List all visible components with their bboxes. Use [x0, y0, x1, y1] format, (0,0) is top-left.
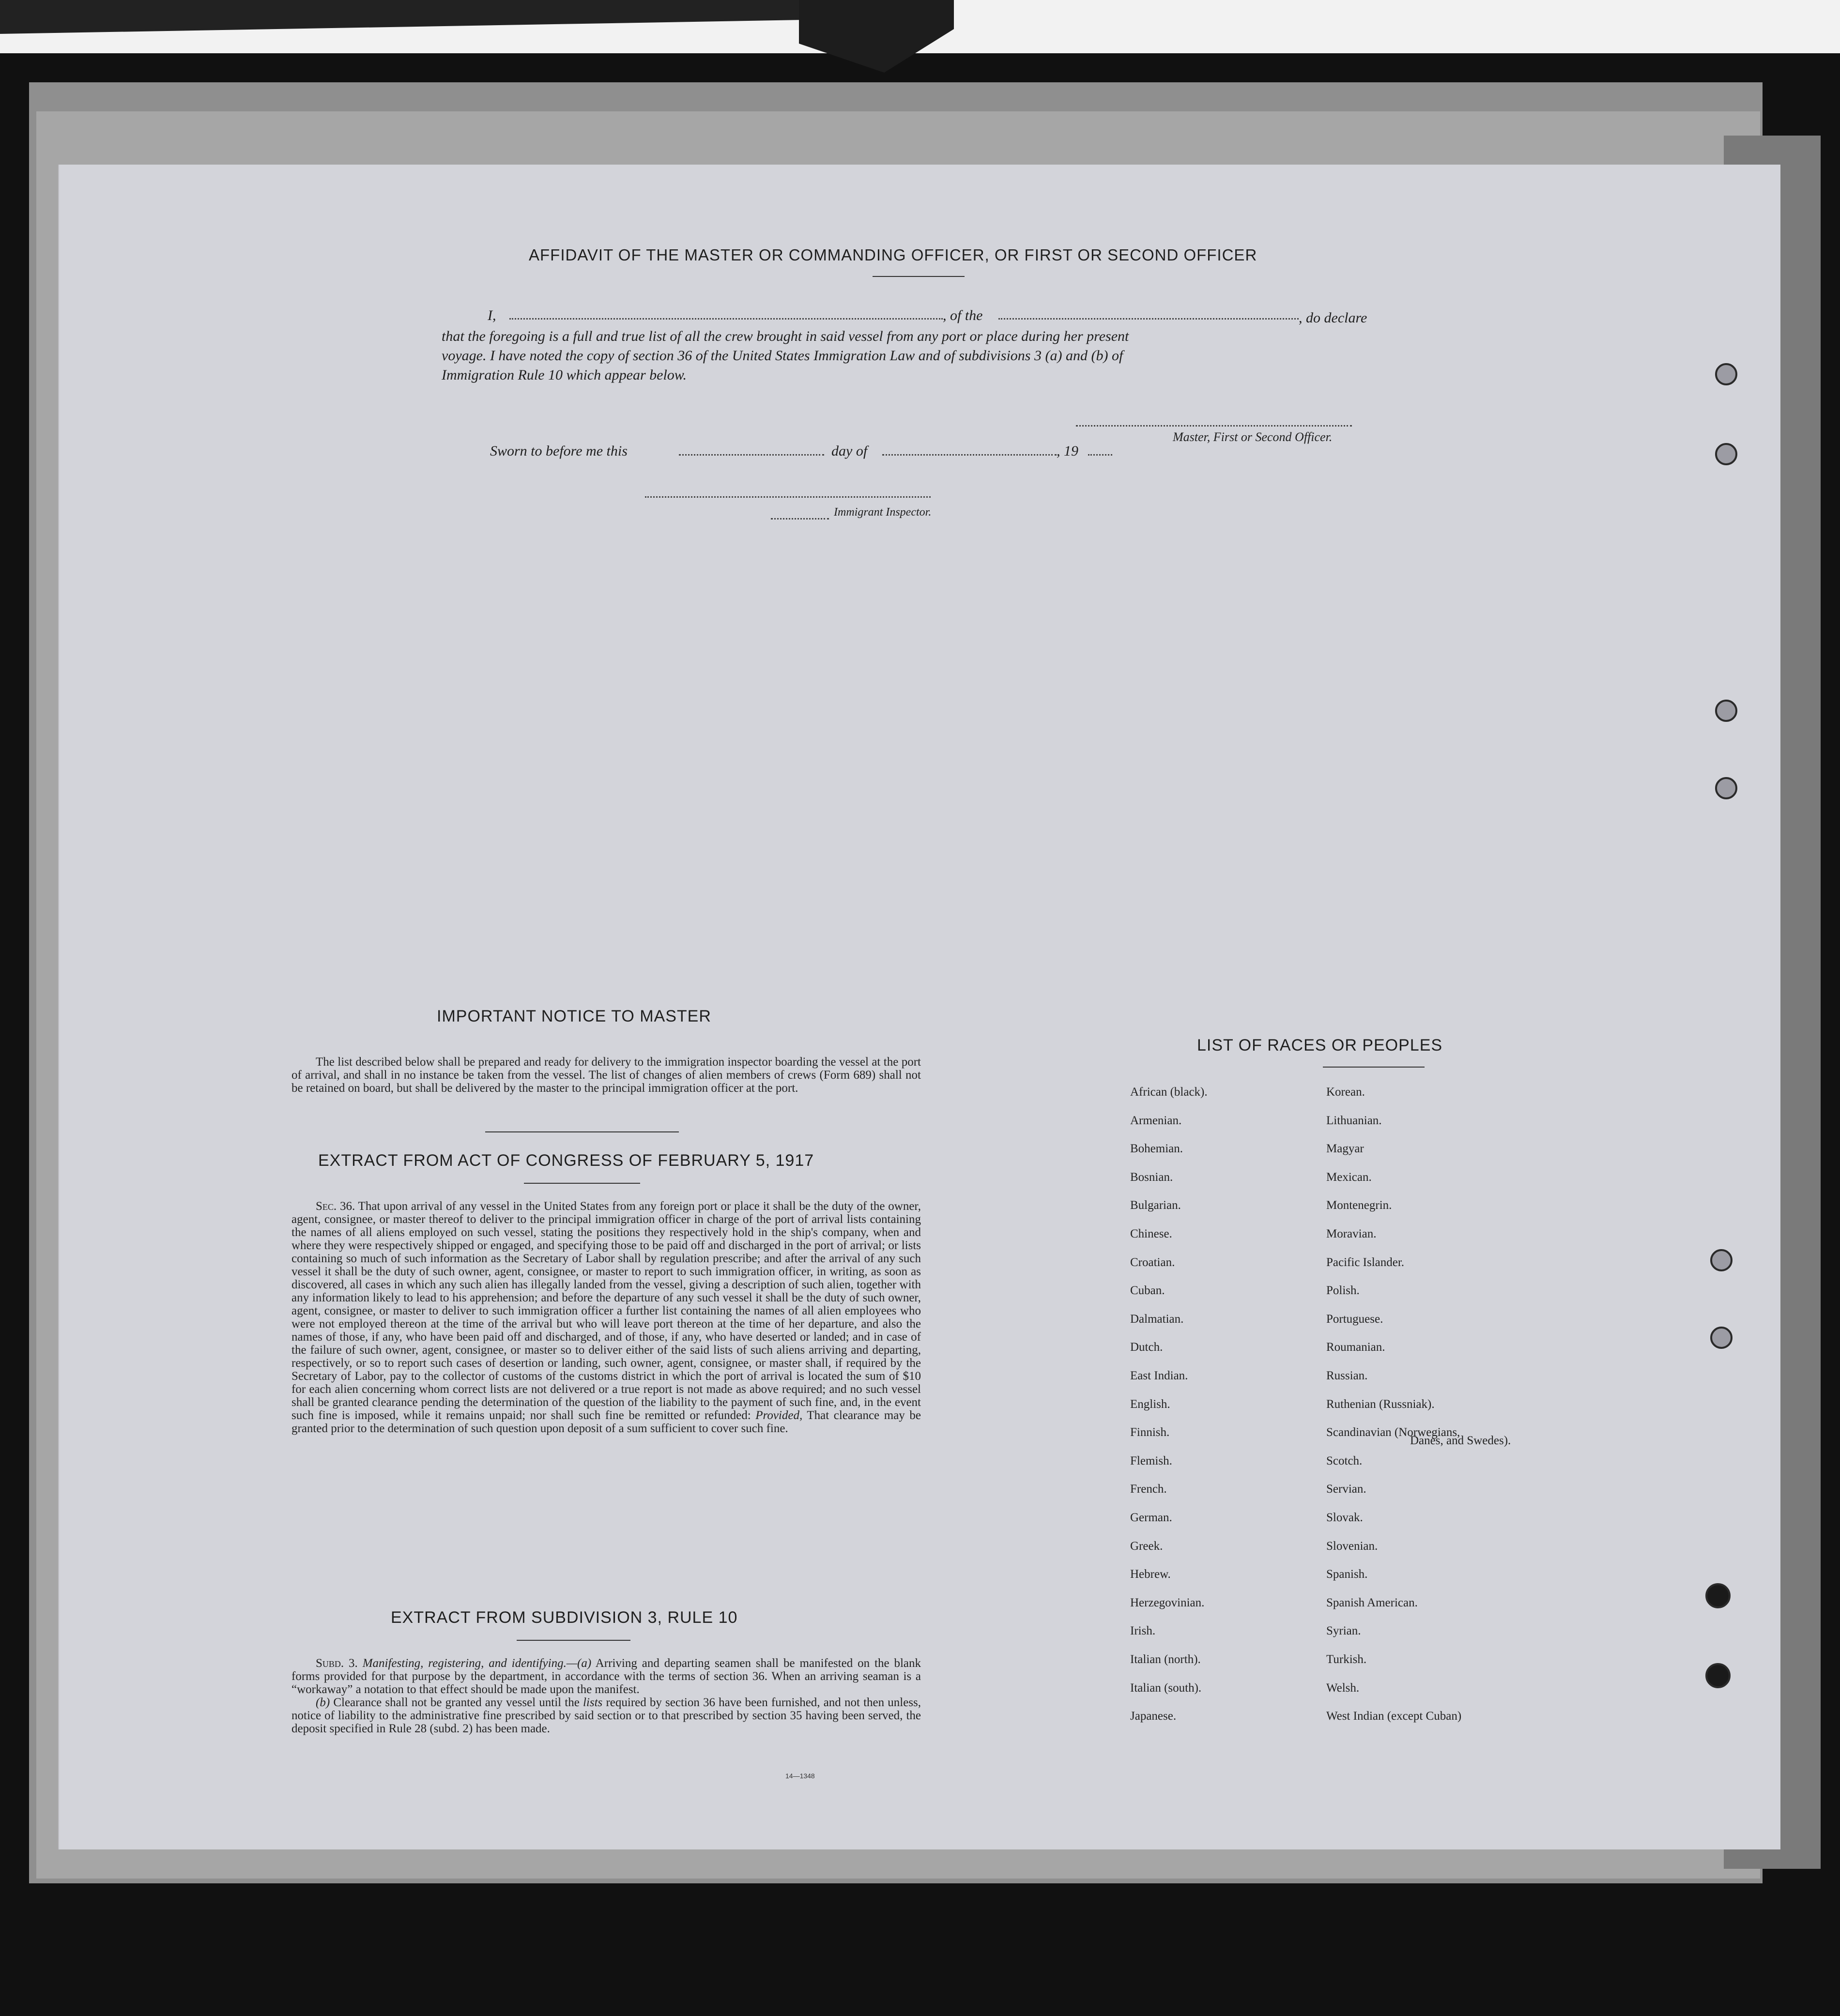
subd-heading: Manifesting, registering, and identifying.: [362, 1657, 567, 1670]
race-item: Dalmatian.: [1130, 1312, 1184, 1326]
race-item: Scandinavian (Norwegians,: [1326, 1426, 1460, 1439]
race-item: Pacific Islander.: [1326, 1255, 1405, 1269]
race-item: Portuguese.: [1326, 1312, 1383, 1326]
clause-a-label: —(a): [566, 1657, 592, 1670]
race-item: Korean.: [1326, 1085, 1365, 1099]
race-item: Roumanian.: [1326, 1341, 1385, 1354]
title-underline: [517, 1640, 630, 1641]
master-signature-line: [1076, 425, 1352, 427]
punch-hole: [1705, 1583, 1731, 1608]
race-item: Turkish.: [1326, 1653, 1367, 1666]
section-label: Sec. 36.: [316, 1200, 355, 1213]
rule-text: [291, 1657, 921, 1735]
race-item: Japanese.: [1130, 1710, 1177, 1723]
notice-text: The list described below shall be prepared and ready for delivery to the immigration inspector boarding the vessel at the port of arrival, and shall in no instance be taken from the vessel. The list of changes of alien members of crews (Form 689) shall not be retained on board, but shall be delivered by the master to the principal immigration officer at the port.: [291, 1055, 921, 1095]
race-item: Italian (south).: [1130, 1681, 1202, 1695]
punch-hole: [1715, 443, 1737, 465]
form-number: 14—1348: [785, 1772, 815, 1780]
inspector-signature-prefix: [771, 518, 829, 519]
punch-hole: [1705, 1663, 1731, 1688]
races-title: LIST OF RACES OR PEOPLES: [1197, 1036, 1443, 1054]
section-36-text: That upon arrival of any vessel in the United States from any foreign port or place it shall be the duty of the owner, agent, consignee, or master thereof to deliver to the principal immigration officer in charge of the port of arrival lists containing the names of all aliens employed on such vessel, stating the positions they respectively hold in the ship's company, when and where they were respectively shipped or engaged, and specifying those to be paid off and discharged in the port of arrival; or lists containing so much of such information as the Secretary of Labor shall by regulation prescribe; and after the arrival of any such vessel it shall be the duty of such owner, agent, consignee, or master to report to such immigration officer, in writing, as soon as discovered, all cases in which any such alien has illegally landed from the vessel, giving a description of such alien, together with any information likely to lead to his apprehension; and before the departure of any such vessel it shall be the duty of such owner, agent, consignee, or master to deliver to such immigration officer a further list containing the names of all alien employees who were not employed thereon at the time of the arrival but who will leave port thereon at the time of her departure, and also the names of those, if any, who have been paid off and discharged, and of those, if any, who have deserted or landed; and in case of the failure of such owner, agent, consignee, or master so to deliver either of the said lists of such aliens arriving and departing, respectively, or so to report such cases of desertion or landing, such owner, agent, consignee, or master shall, if required by the Secretary of Labor, pay to the collector of customs of the customs district in which the port of arrival is located the sum of $10 for each alien concerning whom correct lists are not delivered or a true report is not made as above required; and no such vessel shall be granted clearance pending the determination of the question of the liability to the payment of such fine, and, in the event such fine is imposed, while it remains unpaid; nor shall such fine be remitted or refunded:: [291, 1200, 921, 1422]
name-blank: [509, 318, 943, 320]
race-item: Montenegrin.: [1326, 1199, 1392, 1212]
affidavit-i-label: I,: [488, 307, 496, 323]
clause-a-text: Arriving and departing seamen shall be manifested on the blank forms provided for that purpose by the department, in accordance with the terms of section 36. When an arriving seaman is a “workaway” a notation to that effect should be made upon the manifest.: [291, 1657, 921, 1696]
proviso-text: That clearance may be granted prior to the determination of such question upon deposit of a sum sufficient to cover such fine.: [291, 1409, 921, 1435]
race-item: Armenian.: [1130, 1114, 1182, 1127]
punch-hole: [1715, 777, 1737, 799]
torn-paper-corner: [799, 0, 954, 73]
sworn-label: Sworn to before me this: [490, 443, 628, 459]
race-item: Greek.: [1130, 1539, 1163, 1553]
race-item: West Indian (except Cuban): [1326, 1710, 1462, 1723]
affidavit-line-4: Immigration Rule 10 which appear below.: [442, 367, 687, 383]
race-item: Welsh.: [1326, 1681, 1360, 1695]
race-item: German.: [1130, 1511, 1172, 1524]
race-item: Herzegovinian.: [1130, 1596, 1205, 1609]
sworn-year-blank: [1088, 454, 1112, 456]
affidavit-line-2: that the foregoing is a full and true list of all the crew brought in said vessel from any port or place during her present: [442, 328, 1129, 344]
race-item: Syrian.: [1326, 1624, 1361, 1638]
vessel-blank: [998, 318, 1299, 320]
subd-label: Subd. 3.: [316, 1657, 358, 1670]
clause-b-text-1: Clearance shall not be granted any vessel until the: [333, 1696, 580, 1709]
race-item: Flemish.: [1130, 1454, 1172, 1467]
punch-hole: [1710, 1327, 1733, 1349]
year-label: , 19: [1057, 443, 1078, 459]
race-item: Chinese.: [1130, 1227, 1172, 1240]
race-item: East Indian.: [1130, 1369, 1188, 1382]
race-item: Moravian.: [1326, 1227, 1377, 1240]
punch-hole: [1715, 363, 1737, 385]
race-item: Scotch.: [1326, 1454, 1363, 1467]
race-item: Dutch.: [1130, 1341, 1163, 1354]
clause-b-label: (b): [316, 1696, 330, 1709]
race-item: Spanish.: [1326, 1568, 1368, 1581]
race-item: Slovak.: [1326, 1511, 1363, 1524]
affidavit-declare-label: , do declare: [1299, 310, 1367, 326]
clause-b-text-2: required by section 36 have been furnished, and not then unless, notice of liability to the administrative fine prescribed by said section or to that prescribed by section 35 having been served, the deposit specified in Rule 28 (subd. 2) has been made.: [291, 1696, 921, 1735]
race-item: African (black).: [1130, 1085, 1208, 1099]
race-item: Polish.: [1326, 1284, 1360, 1298]
race-item: Hebrew.: [1130, 1568, 1171, 1581]
race-item: Mexican.: [1326, 1170, 1372, 1184]
affidavit-title: AFFIDAVIT OF THE MASTER OR COMMANDING OFFICER, OR FIRST OR SECOND OFFICER: [529, 246, 1257, 264]
race-item: Servian.: [1326, 1482, 1366, 1496]
race-item: Croatian.: [1130, 1255, 1175, 1269]
race-item: Slovenian.: [1326, 1539, 1378, 1553]
day-of-label: day of: [831, 443, 868, 459]
race-item: Ruthenian (Russniak).: [1326, 1397, 1435, 1411]
section-divider: [485, 1131, 679, 1132]
affidavit-of-the-label: , of the: [943, 307, 983, 323]
race-item: French.: [1130, 1482, 1167, 1496]
race-item: Spanish American.: [1326, 1596, 1418, 1609]
race-item: English.: [1130, 1397, 1170, 1411]
act-text: [291, 1200, 921, 1435]
inspector-signature-label: Immigrant Inspector.: [834, 506, 932, 519]
race-item: Italian (north).: [1130, 1653, 1201, 1666]
sworn-day-blank: [679, 454, 824, 456]
form-page: [58, 165, 1780, 1849]
act-title: EXTRACT FROM ACT OF CONGRESS OF FEBRUARY 5, 1917: [318, 1151, 814, 1170]
race-item: Russian.: [1326, 1369, 1368, 1382]
inspector-signature-line: [645, 496, 931, 498]
race-item: Bulgarian.: [1130, 1199, 1181, 1212]
punch-hole: [1715, 700, 1737, 722]
title-underline: [1323, 1067, 1425, 1068]
race-item: Lithuanian.: [1326, 1114, 1382, 1127]
race-item: Finnish.: [1130, 1426, 1170, 1439]
affidavit-line-3: voyage. I have noted the copy of section 36 of the United States Immigration Law and of subdivisions 3 (a) and (b) of: [442, 348, 1123, 364]
clause-b-lists: lists: [583, 1696, 603, 1709]
race-item: Cuban.: [1130, 1284, 1165, 1298]
rule-title: EXTRACT FROM SUBDIVISION 3, RULE 10: [391, 1608, 738, 1627]
race-item: Irish.: [1130, 1624, 1156, 1638]
punch-hole: [1710, 1249, 1733, 1271]
title-underline: [873, 276, 965, 277]
race-item: Bosnian.: [1130, 1170, 1173, 1184]
race-item: Magyar: [1326, 1142, 1364, 1156]
race-item: Bohemian.: [1130, 1142, 1183, 1156]
master-signature-label: Master, First or Second Officer.: [1173, 430, 1333, 444]
proviso-label: Provided,: [755, 1409, 803, 1422]
sworn-month-blank: [882, 454, 1057, 456]
notice-title: IMPORTANT NOTICE TO MASTER: [437, 1007, 711, 1025]
race-continuation: Danes, and Swedes).: [1410, 1434, 1511, 1447]
title-underline: [524, 1183, 640, 1184]
